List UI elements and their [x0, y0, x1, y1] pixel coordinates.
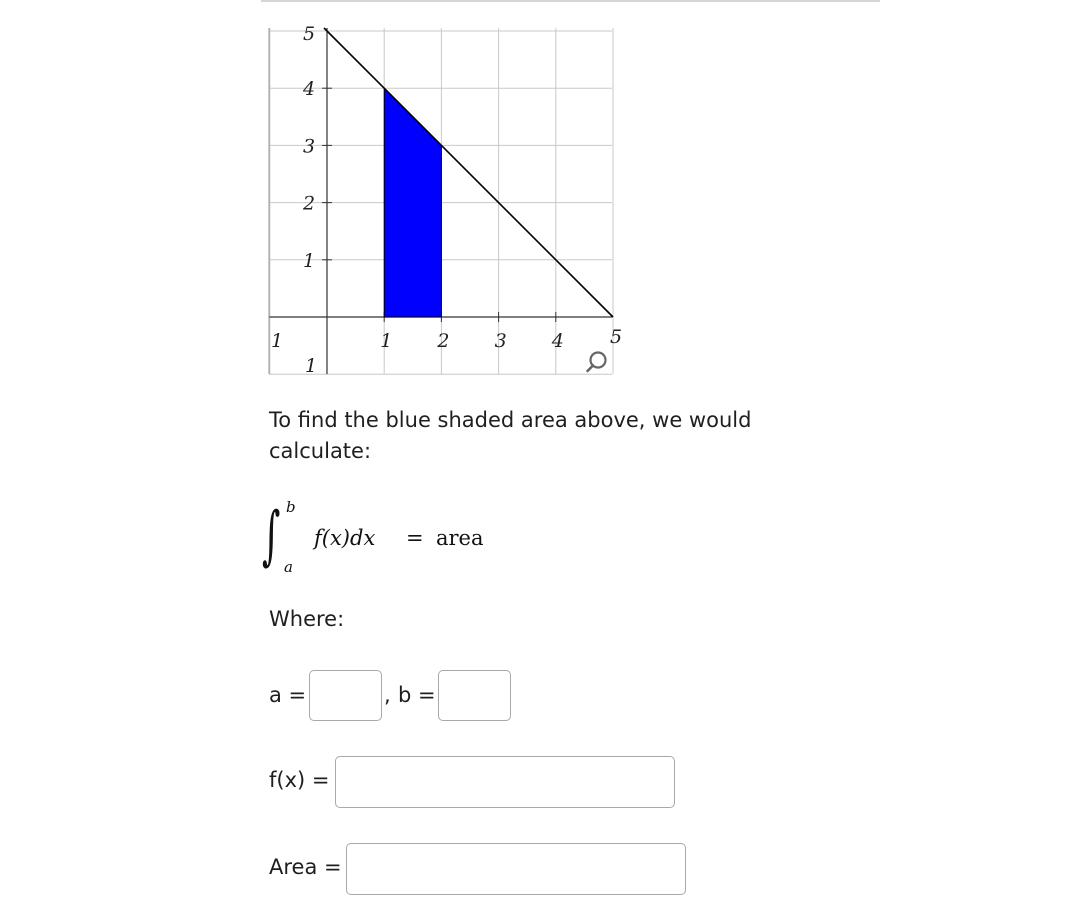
- graph: [0, 0, 640, 400]
- equals-sign: =: [406, 526, 424, 550]
- area-input[interactable]: [346, 843, 686, 895]
- fx-input[interactable]: [335, 756, 675, 808]
- y-tick-label: 3: [303, 135, 316, 158]
- x-tick-label: 1: [271, 330, 284, 352]
- x-tick-label: 5: [610, 326, 623, 348]
- b-input[interactable]: [438, 670, 511, 721]
- graph-canvas: [0, 0, 640, 400]
- x-tick-label: 4: [551, 330, 564, 352]
- y-tick-label: 1: [303, 249, 316, 272]
- magnifier-icon[interactable]: [588, 353, 606, 372]
- prompt-line-1: To find the blue shaded area above, we would: [269, 408, 752, 432]
- integrand: f(x)dx: [314, 526, 376, 550]
- shaded-region: [384, 88, 441, 317]
- y-tick-label: 5: [303, 23, 316, 45]
- tick-labels: [271, 23, 622, 377]
- y-tick-label: 4: [303, 78, 316, 101]
- x-tick-label: 3: [494, 330, 507, 352]
- a-label: a =: [269, 683, 307, 707]
- y-tick-label: 1: [305, 355, 318, 377]
- y-tick-label: 2: [303, 192, 316, 215]
- prompt-line-2: calculate:: [269, 439, 372, 463]
- function-line: [324, 28, 613, 317]
- a-input[interactable]: [309, 670, 382, 721]
- x-tick-label: 1: [380, 330, 393, 352]
- lower-limit: a: [284, 558, 293, 576]
- area-label: Area =: [269, 855, 342, 879]
- b-label: b =: [398, 683, 436, 707]
- question-prompt: [269, 405, 789, 467]
- fx-label: f(x) =: [269, 768, 330, 792]
- comma-separator: ,: [384, 683, 391, 707]
- integral-formula: [262, 496, 582, 586]
- formula-rhs: area: [436, 526, 484, 550]
- integral-sign-icon: ∫: [262, 499, 281, 573]
- where-label: Where:: [269, 607, 345, 631]
- x-tick-label: 2: [437, 330, 450, 352]
- upper-limit: b: [286, 498, 296, 516]
